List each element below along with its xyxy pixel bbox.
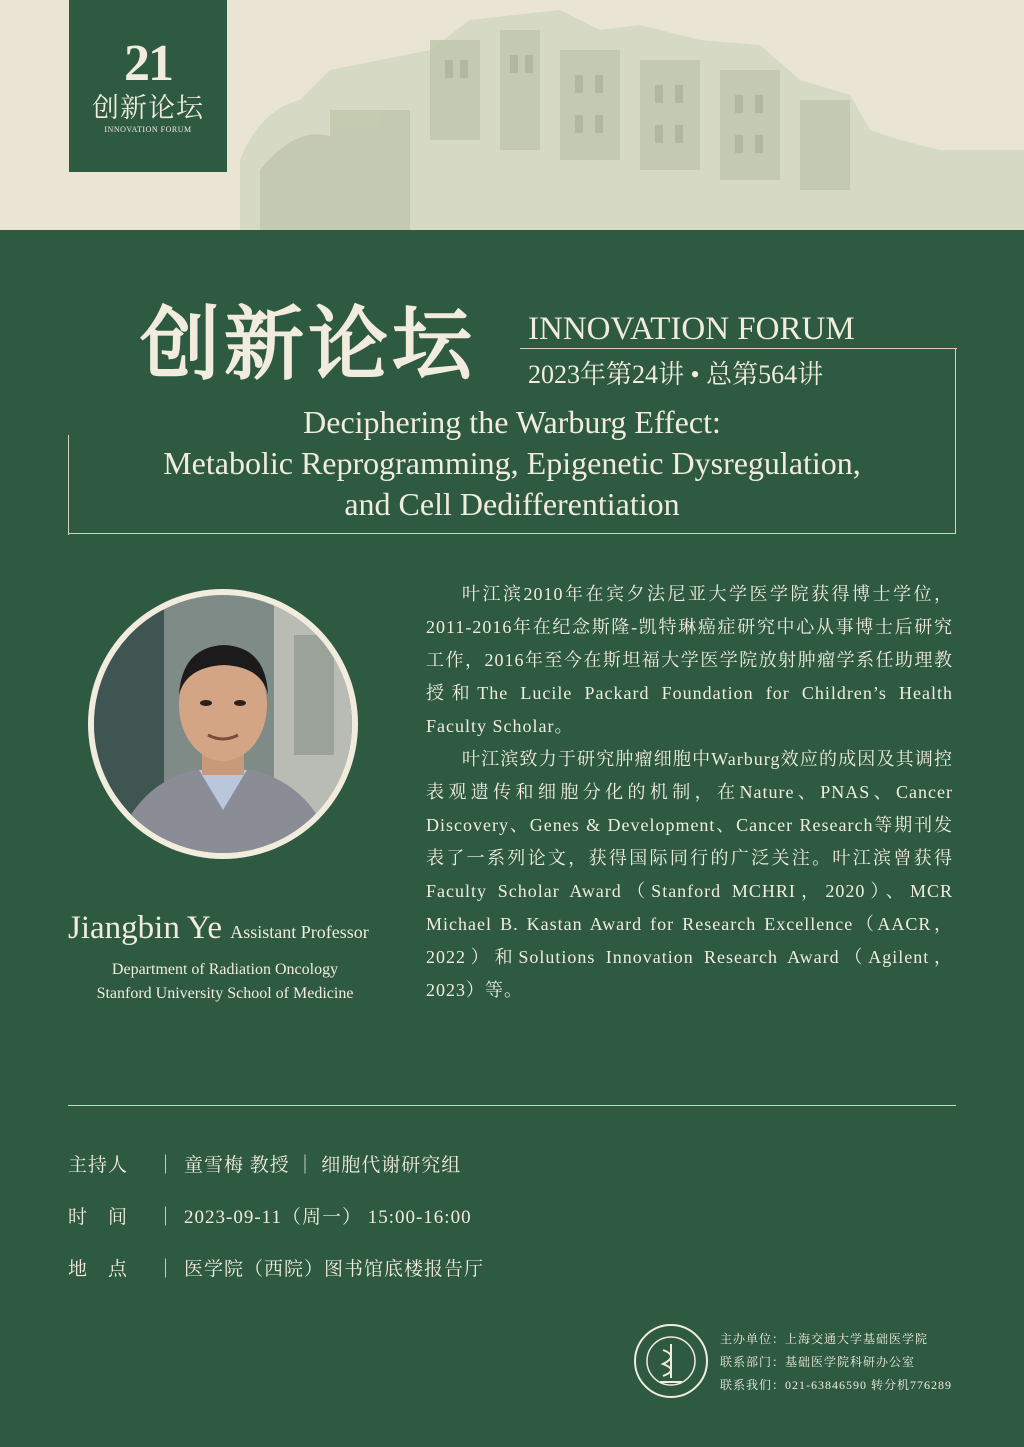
speaker-name xyxy=(68,908,369,952)
dept-line: Department of Radiation Oncology xyxy=(111,961,339,978)
forum-logo xyxy=(69,0,227,172)
speaker-name-text: Jiangbin Ye xyxy=(68,910,223,946)
organizer-info xyxy=(720,1328,952,1397)
time-value: 2023-09-11（周一） 15:00-16:00 xyxy=(184,1207,472,1228)
bio-paragraph: 叶江滨2010年在宾夕法尼亚大学医学院获得博士学位，2011-2016年在纪念斯隆-凯特琳癌症研究中心从事博士后研究工作，2016年至今在斯坦福大学医学院放射肿瘤学系任助理教授和The Lucile Packard Foundation for Children’s Health Faculty Scholar。 xyxy=(426,584,953,736)
school-line: Stanford University School of Medicine xyxy=(96,985,354,1002)
place-row xyxy=(68,1256,484,1284)
time-row xyxy=(68,1204,472,1232)
contact-phone-line: 联系我们：021-63846590 转分机776289 xyxy=(720,1378,952,1392)
speaker-role: Assistant Professor xyxy=(230,922,369,942)
place-value: 医学院（西院）图书馆底楼报告厅 xyxy=(184,1259,485,1280)
talk-title-line: Deciphering the Warburg Effect: xyxy=(303,404,721,440)
speaker-bio xyxy=(426,578,953,1007)
university-seal-icon xyxy=(632,1322,710,1400)
contact-dept-line: 联系部门：基础医学院科研办公室 xyxy=(720,1355,916,1369)
logo-title-cn: 创新论坛 xyxy=(92,93,204,123)
time-label: 时 间 xyxy=(68,1207,129,1228)
forum-title-cn: 创新论坛 xyxy=(140,297,476,391)
title-frame-left-line xyxy=(68,435,69,535)
talk-title-line: and Cell Dedifferentiation xyxy=(344,486,680,522)
header-band xyxy=(0,0,1024,230)
separator: ｜ xyxy=(156,1155,177,1176)
lecture-number: 2023年第24讲 • 总第564讲 xyxy=(528,360,824,389)
organizer-line: 主办单位：上海交通大学基础医学院 xyxy=(720,1332,929,1346)
forum-title-en: INNOVATION FORUM xyxy=(528,311,855,347)
host-row xyxy=(68,1152,461,1180)
host-label: 主持人 xyxy=(68,1155,129,1176)
separator: ｜ xyxy=(156,1259,177,1280)
speaker-affiliation xyxy=(70,958,380,1006)
speaker-photo xyxy=(94,595,352,853)
talk-title xyxy=(70,402,954,525)
logo-title-en: INNOVATION FORUM xyxy=(104,125,192,134)
speaker-photo-frame xyxy=(88,589,358,859)
talk-title-line: Metabolic Reprogramming, Epigenetic Dysregulation, xyxy=(163,445,861,481)
separator: ｜ xyxy=(156,1207,177,1228)
bio-paragraph: 叶江滨致力于研究肿瘤细胞中Warburg效应的成因及其调控表观遗传和细胞分化的机制，在Nature、PNAS、Cancer Discovery、Genes & Development、Cancer Research等期刊发表了一系列论文，获得国际同行的广泛关注。叶江滨曾获得Faculty Scholar Award（Stanford MCHRI，2020）、MCR Michael B. Kastan Award for Research Excellence（AACR，2022）和Solutions Innovation Research Award（Agilent，2023）等。 xyxy=(426,749,953,1000)
section-divider xyxy=(68,1105,956,1106)
title-frame-top-line xyxy=(520,348,957,349)
host-value: 童雪梅 教授 ｜ 细胞代谢研究组 xyxy=(184,1155,462,1176)
place-label: 地 点 xyxy=(68,1259,129,1280)
logo-number: 21 xyxy=(124,35,172,92)
